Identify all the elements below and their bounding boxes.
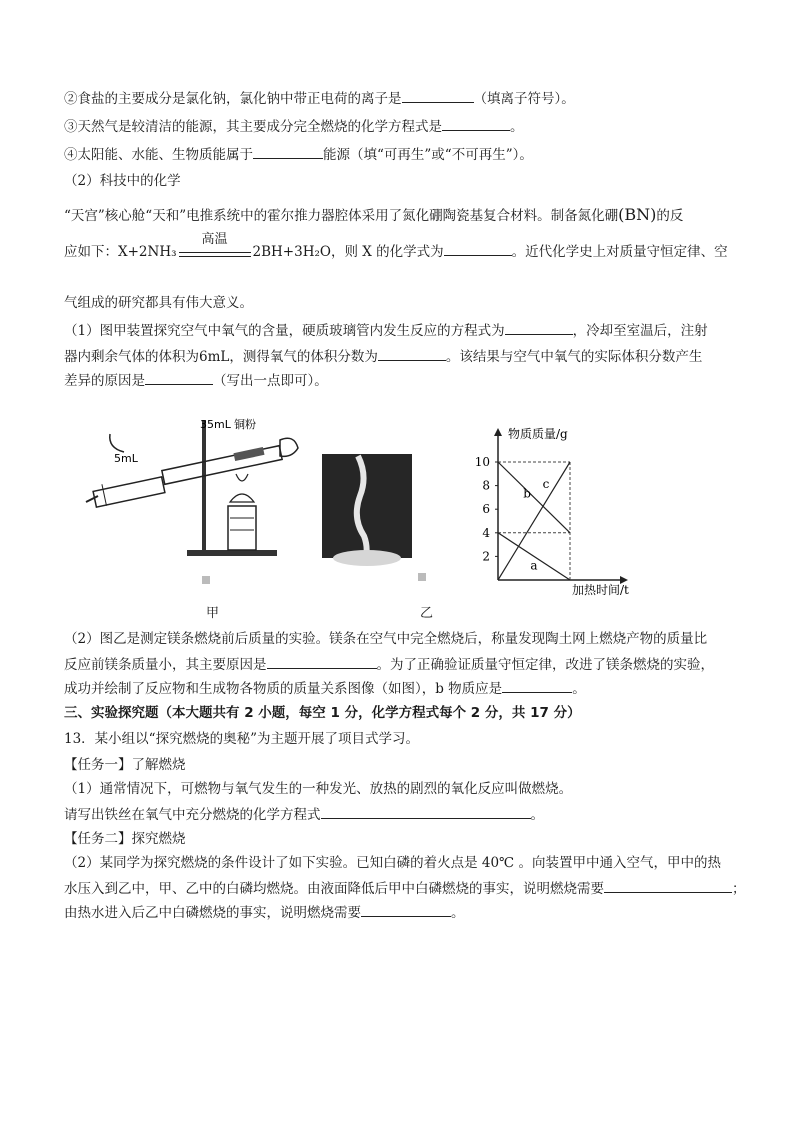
answer-blank[interactable] [444, 243, 512, 256]
figure-marker [202, 576, 210, 584]
task-heading-1: 【任务一】了解燃烧 [64, 757, 186, 773]
subsection-title: （2）科技中的化学 [64, 173, 181, 189]
reaction-condition: 高温 [201, 231, 228, 247]
question-line: （2）图乙是测定镁条燃烧前后质量的实验。镁条在空气中完全燃烧后，称量发现陶土网上燃烧产物的质量比 [64, 631, 708, 647]
answer-blank[interactable] [402, 90, 474, 103]
text: 水压入到乙中，甲、乙中的白磷均燃烧。由液面降低后甲中白磷燃烧的事实，说明燃烧需要 [64, 881, 604, 897]
powder-label: 铜粉 [234, 418, 256, 431]
syringe-label: 5mL [114, 452, 138, 465]
answer-blank[interactable] [604, 880, 732, 893]
text: 。 [530, 807, 544, 823]
answer-blank[interactable] [502, 680, 572, 693]
y-tick-label: 8 [482, 478, 490, 493]
text: “天宫”核心舱“天和”电推系统中的霍尔推力器腔体采用了氮化硼陶瓷基复合材料。制备氮化硼 [64, 208, 619, 224]
task-text: （1）通常情况下，可燃物与氧气发生的一种发光、放热的剧烈的氧化反应叫做燃烧。 [64, 781, 573, 797]
text: 。 [572, 681, 586, 697]
x-axis-label: 加热时间/t [572, 583, 629, 597]
text: ，冷却至室温后，注射 [572, 323, 708, 339]
paragraph-line [64, 206, 683, 225]
text: 。为了正确验证质量守恒定律，改进了镁条燃烧的实验， [376, 657, 714, 673]
text: （填离子符号）。 [473, 91, 575, 107]
series-label-b: b [523, 486, 531, 501]
y-tick-label: 4 [482, 525, 490, 540]
series-line-a [498, 533, 570, 580]
text: 器内剩余气体的体积为6mL，测得氧气的体积分数为 [64, 349, 378, 365]
question-line [64, 656, 714, 674]
text: 能源（填“可再生”或“不可再生”）。 [323, 147, 533, 163]
eq-reactants: 应如下：X+2NH₃ [64, 244, 177, 260]
answer-blank[interactable] [361, 904, 451, 917]
question-number-13: 13．某小组以“探究燃烧的奥秘”为主题开展了项目式学习。 [64, 731, 419, 747]
y-tick-label: 10 [474, 455, 490, 469]
text: ③天然气是较清洁的能源，其主要成分完全燃烧的化学方程式是 [64, 119, 442, 135]
task-text [64, 880, 746, 898]
formula-bn: (BN) [618, 205, 657, 224]
text: ； [732, 881, 746, 897]
y-tick-label: 2 [482, 549, 490, 564]
mass-time-chart [462, 418, 642, 598]
text: （写出一点即可）。 [213, 373, 328, 389]
text: （1）图甲装置探究空气中氧气的含量，硬质玻璃管内发生反应的方程式为 [64, 323, 505, 339]
y-tick-label: 6 [482, 502, 490, 517]
answer-blank[interactable] [442, 118, 510, 131]
section-heading: 三、实验探究题（本大题共有 2 小题，每空 1 分，化学方程式每个 2 分，共 17 分） [64, 705, 581, 721]
task-heading-2: 【任务二】探究燃烧 [64, 831, 186, 847]
question-line [64, 322, 708, 340]
answer-blank[interactable] [321, 806, 531, 819]
series-label-c: c [542, 476, 550, 491]
text: 。该结果与空气中氧气的实际体积分数产生 [445, 349, 703, 365]
eq-products: 2BH+3H₂O，则 X 的化学式为 [252, 244, 444, 260]
question-line [64, 348, 702, 366]
task-text: （2）某同学为探究燃烧的条件设计了如下实验。已知白磷的着火点是 40℃ 。向装置甲中通入空气，甲中的热 [64, 855, 721, 871]
apparatus-figure-jia [84, 414, 304, 594]
series-line-b [498, 462, 570, 533]
task-text [64, 904, 465, 922]
task-text [64, 806, 544, 824]
tube-label: 35mL [200, 418, 231, 431]
question-line [64, 372, 328, 390]
series-label-a: a [530, 558, 538, 573]
text: 成功并绘制了反应物和生成物各物质的质量关系图像（如图），b 物质应是 [64, 681, 503, 697]
text: 差异的原因是 [64, 373, 145, 389]
photo-figure-yi [322, 454, 412, 578]
line-item-4 [64, 146, 533, 164]
answer-blank[interactable] [253, 146, 323, 159]
chemical-equation [64, 231, 728, 262]
answer-blank[interactable] [145, 372, 213, 385]
figure-caption-jia: 甲 [206, 606, 220, 621]
text: 反应前镁条质量小，其主要原因是 [64, 657, 267, 673]
text: 。 [510, 119, 524, 135]
text: 请写出铁丝在氧气中充分燃烧的化学方程式 [64, 807, 321, 823]
line-item-3 [64, 118, 524, 136]
text: 。 [451, 905, 465, 921]
text: ④太阳能、水能、生物质能属于 [64, 147, 253, 163]
line-item-2 [64, 90, 575, 108]
figure-marker-yi [418, 570, 426, 585]
answer-blank[interactable] [267, 656, 377, 669]
text: 的反 [656, 208, 684, 224]
text: 由热水进入后乙中白磷燃烧的事实，说明燃烧需要 [64, 905, 361, 921]
y-axis-label: 物质质量/g [508, 427, 568, 441]
text: ②食盐的主要成分是氯化钠，氯化钠中带正电荷的离子是 [64, 91, 402, 107]
answer-blank[interactable] [505, 322, 573, 335]
text: 。近代化学史上对质量守恒定律、空 [511, 244, 728, 260]
paragraph-line: 气组成的研究都具有伟大意义。 [64, 295, 253, 311]
equals-arrow [179, 231, 251, 262]
answer-blank[interactable] [378, 348, 446, 361]
question-line [64, 680, 586, 698]
figure-caption-yi: 乙 [420, 606, 434, 621]
